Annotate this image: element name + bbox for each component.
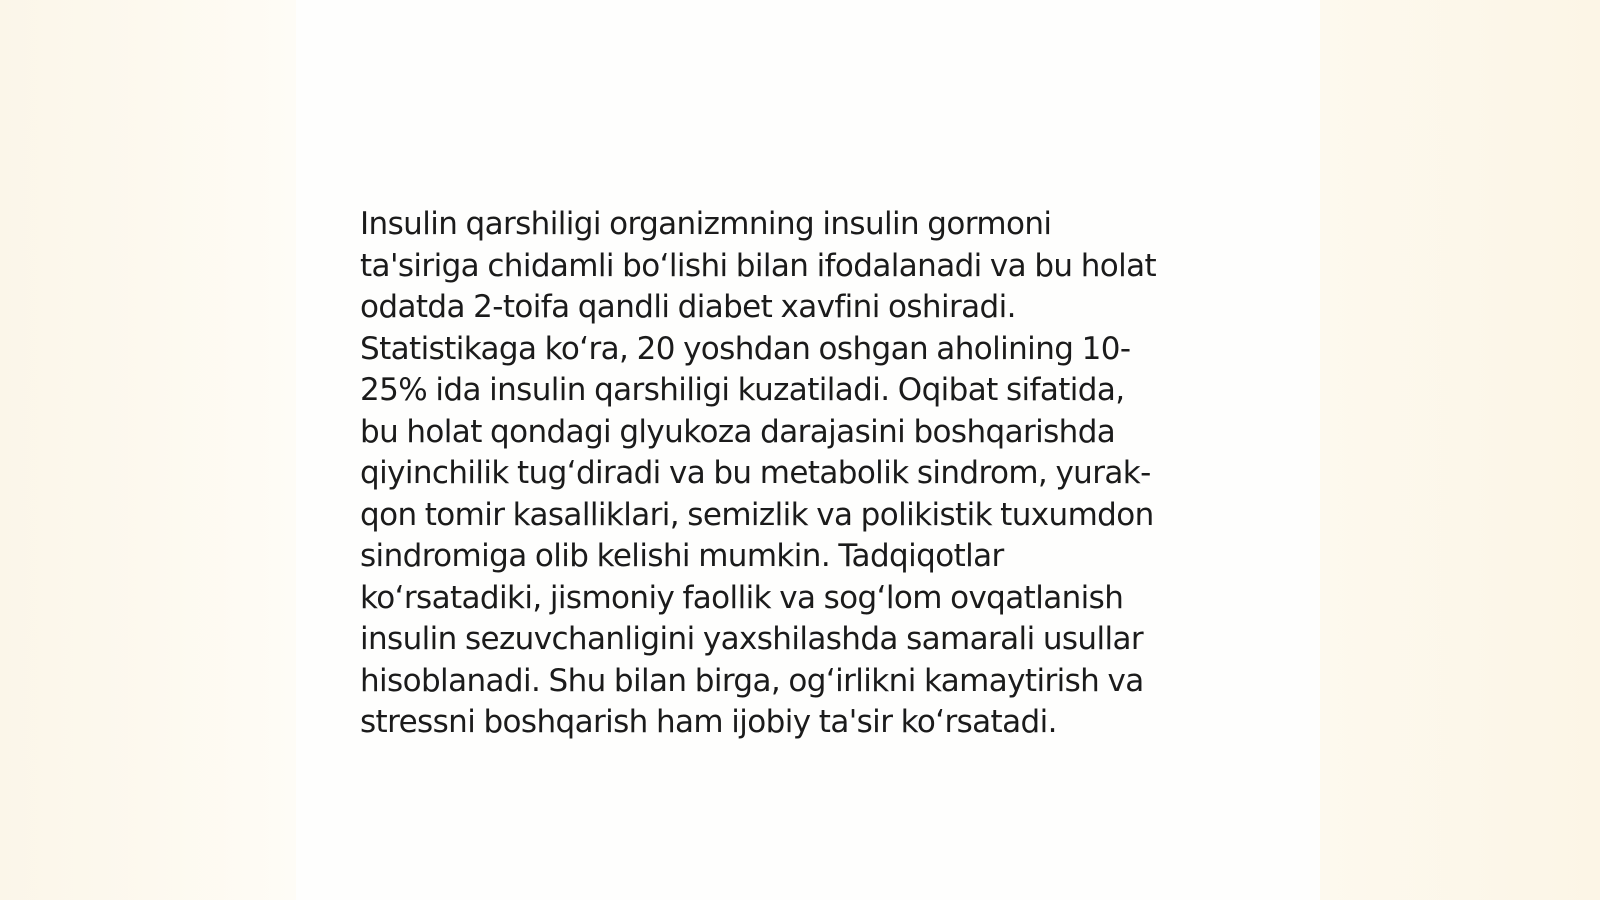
paragraph-line: insulin sezuvchanligini yaxshilashda samarali usullar [360, 621, 1144, 657]
paragraph-line: odatda 2-toifa qandli diabet xavfini oshiradi. [360, 289, 1016, 325]
paragraph-line: 25% ida insulin qarshiligi kuzatiladi. Oqibat sifatida, [360, 372, 1125, 408]
paragraph-line: koʻrsatadiki, jismoniy faollik va sogʻlom ovqatlanish [360, 579, 1124, 616]
paragraph-line: qiyinchilik tugʻdiradi va bu metabolik sindrom, yurak- [360, 455, 1151, 491]
paragraph-line: bu holat qondagi glyukoza darajasini boshqarishda [360, 413, 1116, 450]
paragraph-line: ta'siriga chidamli boʻlishi bilan ifodalanadi va bu holat [360, 247, 1157, 284]
paragraph-line: sindromiga olib kelishi mumkin. Tadqiqotlar [360, 538, 1004, 574]
paragraph-line: qon tomir kasalliklari, semizlik va polikistik tuxumdon [360, 496, 1154, 533]
document-page [296, 0, 1320, 900]
paragraph-line: Statistikaga koʻra, 20 yoshdan oshgan aholining 10- [360, 330, 1131, 367]
paragraph-line: hisoblanadi. Shu bilan birga, ogʻirlikni kamaytirish va [360, 662, 1144, 699]
paragraph-line: stressni boshqarish ham ijobiy ta'sir koʻrsatadi. [360, 704, 1057, 740]
body-paragraph [360, 204, 1240, 744]
paragraph-line: Insulin qarshiligi organizmning insulin gormoni [360, 206, 1052, 242]
